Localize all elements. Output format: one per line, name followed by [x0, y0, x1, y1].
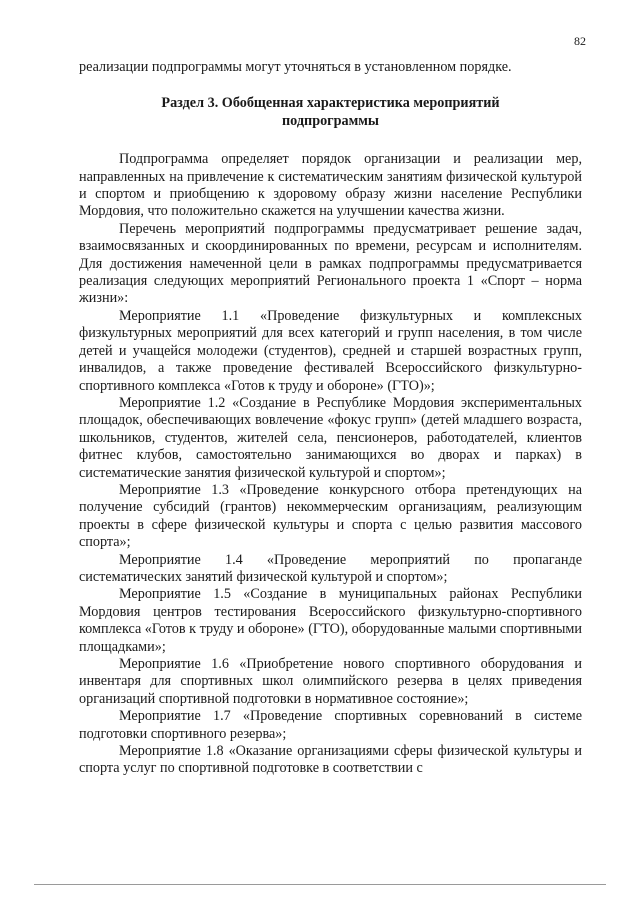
paragraph-measure-1-4: Мероприятие 1.4 «Проведение мероприятий по пропаганде систематических занятий физической культурой и спортом»;: [79, 551, 582, 585]
paragraph-measure-1-2: Мероприятие 1.2 «Создание в Республике Мордовия экспериментальных площадок, обеспечивающих вовлечение «фокус групп» (детей младшего возраста, школьников, студентов, жителей села, пенсионеров, работодателей, клиентов фитнес клубов, самостоятельно занимающихся во дворах и парках) в систематические занятия физической культурой и спортом»;: [79, 394, 582, 481]
paragraph-measure-1-5: Мероприятие 1.5 «Создание в муниципальных районах Республики Мордовия центров тестирования Всероссийского физкультурно-спортивного комплекса «Готов к труду и обороне» (ГТО), оборудованные малыми спортивными площадками»;: [79, 586, 582, 655]
paragraph-measure-1-3: Мероприятие 1.3 «Проведение конкурсного отбора претендующих на получение субсидий (грантов) некоммерческим организациям, реализующим проекты в сфере физической культуры и спорта с целью развития массового спорта»;: [79, 481, 582, 551]
section-heading-line-2: подпрограммы: [281, 112, 380, 129]
paragraph-measure-1-1: Мероприятие 1.1 «Проведение физкультурных и комплексных физкультурных мероприятий для всех категорий и групп населения, в том числе детей и учащейся молодежи (студентов), средней и старшей возрастных групп, инвалидов, а также проведение фестивалей Всероссийского физкультурно-спортивного комплекса «Готов к труду и обороне» (ГТО)»;: [79, 307, 582, 394]
paragraph-measures-list: Перечень мероприятий подпрограммы предусматривает решение задач, взаимосвязанных и скоординированных по времени, ресурсам и исполнителям. Для достижения намеченной цели в рамках подпрограммы предусматривается реализация следующих мероприятий Регионального проекта 1 «Спорт – норма жизни»:: [79, 220, 582, 307]
paragraph-intro: Подпрограмма определяет порядок организации и реализации мер, направленных на привлечение к систематическим занятиям физической культурой и спортом и приобщению к здоровому образу жизни население Республики Мордовия, что положительно скажется на улучшении качества жизни.: [79, 151, 582, 220]
page-body: [79, 59, 582, 778]
lead-paragraph: реализации подпрограммы могут уточняться в установленном порядке.: [79, 59, 512, 75]
paragraph-measure-1-7: Мероприятие 1.7 «Проведение спортивных соревнований в системе подготовки спортивного резерва»;: [79, 708, 582, 742]
paragraph-measure-1-8: Мероприятие 1.8 «Оказание организациями сферы физической культуры и спорта услуг по спортивной подготовке в соответствии с: [79, 743, 582, 777]
section-heading: [79, 95, 582, 130]
scan-edge-line: [34, 884, 606, 885]
page-number: 82: [574, 34, 586, 48]
section-heading-line-1: Раздел 3. Обобщенная характеристика мероприятий: [161, 95, 500, 112]
paragraph-measure-1-6: Мероприятие 1.6 «Приобретение нового спортивного оборудования и инвентаря для спортивных школ олимпийского резерва в целях приведения организаций спортивной подготовки в нормативное состояние»;: [79, 656, 582, 707]
